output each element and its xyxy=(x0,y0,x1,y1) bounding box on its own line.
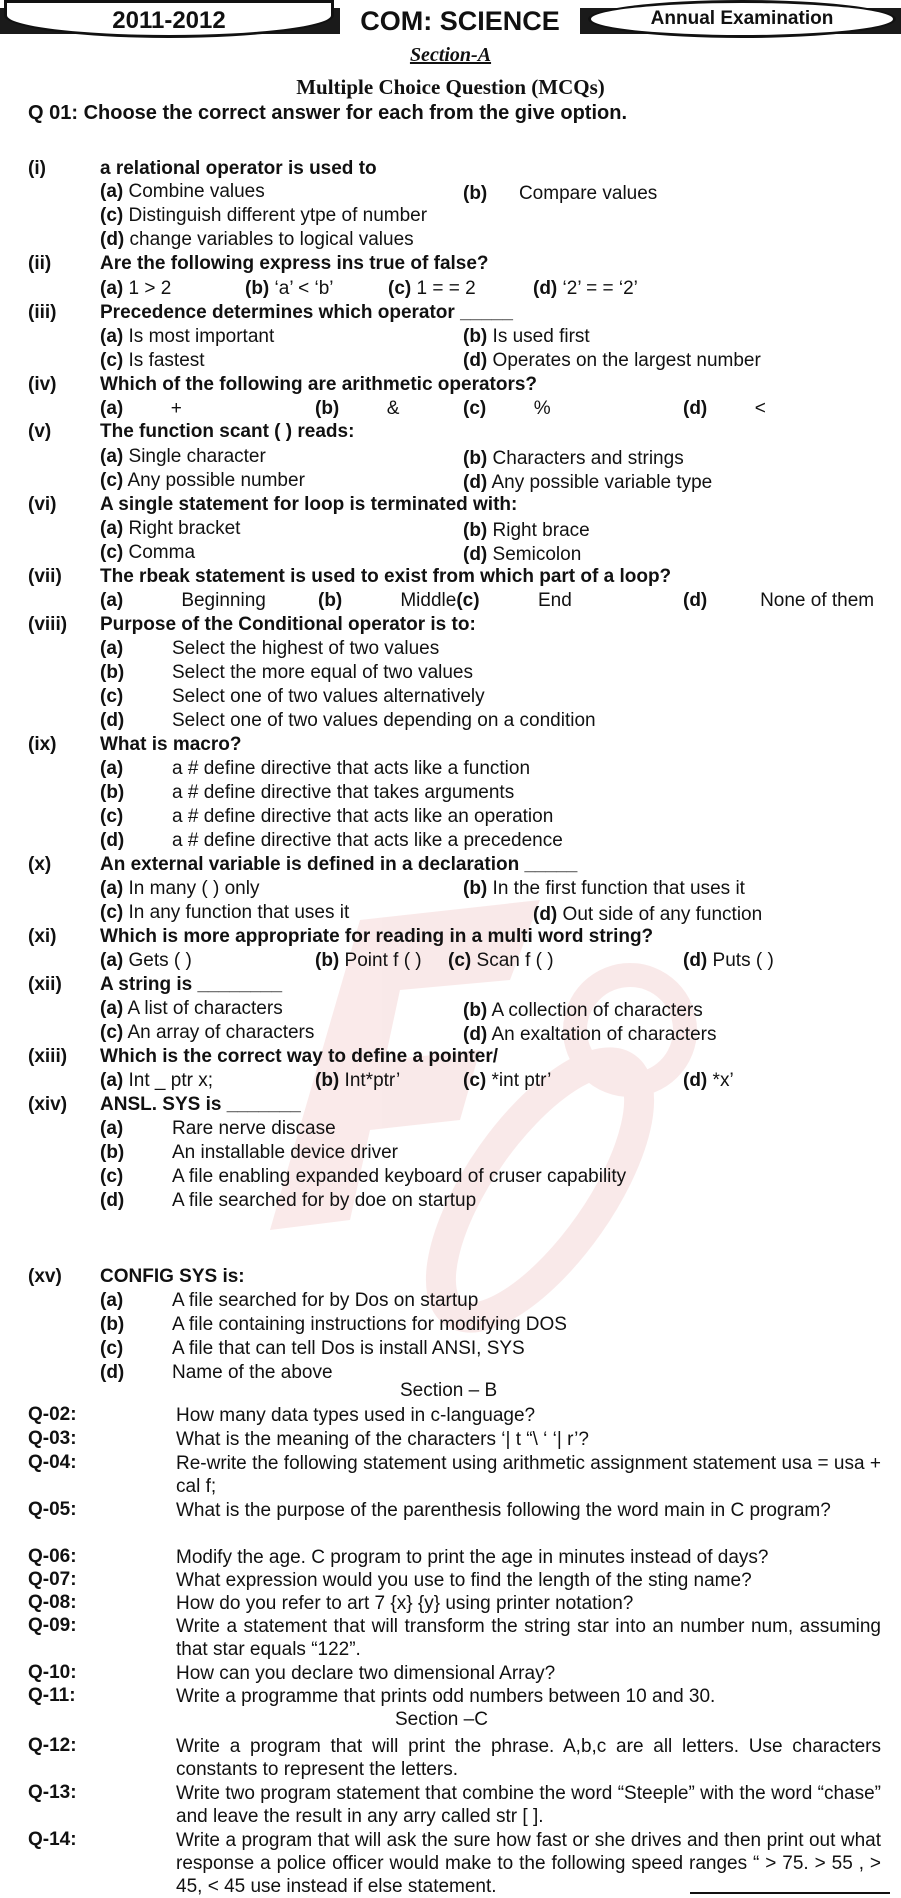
option-text: An installable device driver xyxy=(172,1142,399,1163)
question-number: Q-09: xyxy=(28,1615,77,1636)
option-label: (a) xyxy=(100,1118,124,1139)
mcq-option: (d) None of them xyxy=(683,590,875,611)
mcq-number: (xi) xyxy=(28,926,57,947)
mcq-option: (b) In the first function that uses it xyxy=(463,878,745,899)
mcq-option: (a) Single character xyxy=(100,446,266,467)
question-text: What is the meaning of the characters ‘| t “\ ‘ ‘| r’? xyxy=(176,1429,589,1450)
mcq-question: ANSL. SYS is _______ xyxy=(100,1094,301,1115)
option-text: Select the highest of two values xyxy=(172,638,440,659)
question-number: Q-02: xyxy=(28,1404,77,1425)
mcq-option: (d) Any possible variable type xyxy=(463,472,713,493)
mcq-option: (b) A collection of characters xyxy=(463,1000,703,1021)
mcq-question: A single statement for loop is terminated with: xyxy=(100,494,518,515)
mcq-option: (a) Combine values xyxy=(100,181,265,202)
mcq-number: (xii) xyxy=(28,974,62,995)
mcq-option: (a) A list of characters xyxy=(100,998,283,1019)
mcq-option: (a) Beginning xyxy=(100,590,266,611)
mcq-option: (b) Is used first xyxy=(463,326,590,347)
mcq-option: (c) Any possible number xyxy=(100,470,305,491)
option-label: (b) xyxy=(100,1314,125,1335)
mcq-option: (a) In many ( ) only xyxy=(100,878,260,899)
question-text: Write a programme that prints odd numbers between 10 and 30. xyxy=(176,1686,716,1707)
mcq-option: (a) Gets ( ) xyxy=(100,950,192,971)
question-text: What is the purpose of the parenthesis following the word main in C program? xyxy=(176,1500,831,1521)
mcq-question: Purpose of the Conditional operator is to: xyxy=(100,614,476,635)
mcq-number: (viii) xyxy=(28,614,68,635)
option-text: A file containing instructions for modifying DOS xyxy=(172,1314,567,1335)
option-text: a # define directive that takes arguments xyxy=(172,782,515,803)
question-text: How can you declare two dimensional Array? xyxy=(176,1663,556,1684)
mcq-option: (a) Is most important xyxy=(100,326,275,347)
option-text: Select the more equal of two values xyxy=(172,662,474,683)
mcq-question: Precedence determines which operator _____ xyxy=(100,302,513,323)
option-label: (d) xyxy=(100,1362,125,1383)
header xyxy=(0,0,901,44)
question-text: How many data types used in c-language? xyxy=(176,1405,536,1426)
option-label: (d) xyxy=(100,830,125,851)
option-text: a # define directive that acts like a precedence xyxy=(172,830,563,851)
question-number: Q-07: xyxy=(28,1569,77,1590)
question-number: Q-03: xyxy=(28,1428,77,1449)
mcq-number: (v) xyxy=(28,421,52,442)
mcq-question: What is macro? xyxy=(100,734,242,755)
subject-title: COM: SCIENCE xyxy=(340,0,580,40)
question-text: Write a statement that will transform the string star into an number num, assuming that star equals “122”. xyxy=(176,1616,881,1660)
mcq-number: (xiv) xyxy=(28,1094,68,1115)
mcq-option: (d) change variables to logical values xyxy=(100,229,414,250)
mcq-option: (c) Distinguish different ytpe of number xyxy=(100,205,428,226)
option-label: (c) xyxy=(100,806,124,827)
question-number: Q-05: xyxy=(28,1499,77,1520)
option-label: (b) xyxy=(100,662,125,683)
question-text: How do you refer to art 7 {x} {y} using printer notation? xyxy=(176,1593,634,1614)
mcq-number: (ii) xyxy=(28,253,52,274)
mcq-question: The function scant ( ) reads: xyxy=(100,421,355,442)
option-label: (d) xyxy=(100,710,125,731)
section-b-title: Section – B xyxy=(400,1380,498,1401)
option-text: a # define directive that acts like an operation xyxy=(172,806,554,827)
q01-instruction: Q 01: Choose the correct answer for each from the give option. xyxy=(28,102,628,124)
option-text: a # define directive that acts like a function xyxy=(172,758,531,779)
mcq-option: (c) Scan f ( ) xyxy=(448,950,554,971)
question-text: Modify the age. C program to print the age in minutes instead of days? xyxy=(176,1547,769,1568)
mcq-option: (d) Semicolon xyxy=(463,544,582,565)
option-text: Select one of two values alternatively xyxy=(172,686,485,707)
mcq-option: (c) Is fastest xyxy=(100,350,205,371)
question-number: Q-14: xyxy=(28,1829,77,1850)
option-label: (c) xyxy=(100,1338,124,1359)
question-text: Re-write the following statement using arithmetic assignment statement usa = usa + cal f; xyxy=(176,1453,881,1497)
mcq-option: (b) Characters and strings xyxy=(463,448,684,469)
mcq-question: CONFIG SYS is: xyxy=(100,1266,245,1287)
mcq-option: (d) An exaltation of characters xyxy=(463,1024,717,1045)
question-text: Write a program that will ask the sure how fast or she drives and then print out what response a police officer would make to the following speed ranges “ > 75. > 55 , > 45, < 45 use instead if else statement. xyxy=(176,1830,881,1897)
option-text: Select one of two values depending on a condition xyxy=(172,710,596,731)
mcq-option: (a) 1 > 2 xyxy=(100,278,172,299)
question-number: Q-10: xyxy=(28,1662,77,1683)
mcq-option: (b) ‘a’ < ‘b’ xyxy=(245,278,334,299)
option-text: A file enabling expanded keyboard of cruser capability xyxy=(172,1166,627,1187)
mcq-number: (xiii) xyxy=(28,1046,68,1067)
option-text: Name of the above xyxy=(172,1362,333,1383)
option-label: (b) xyxy=(100,1142,125,1163)
mcq-option: (b) Point f ( ) xyxy=(315,950,422,971)
mcq-title: Multiple Choice Question (MCQs) xyxy=(296,75,605,99)
mcq-option: (d) Puts ( ) xyxy=(683,950,774,971)
question-number: Q-08: xyxy=(28,1592,77,1613)
mcq-number: (ix) xyxy=(28,734,57,755)
option-label: (d) xyxy=(100,1190,125,1211)
mcq-number: (vi) xyxy=(28,494,57,515)
mcq-number: (i) xyxy=(28,158,46,179)
option-text: A file that can tell Dos is install ANSI, SYS xyxy=(172,1338,525,1359)
mcq-number: (vii) xyxy=(28,566,62,587)
option-text: A file searched for by Dos on startup xyxy=(172,1290,479,1311)
question-text: Write a program that will print the phrase. A,b,c are all letters. Use characters constants to represent the letters. xyxy=(176,1736,881,1780)
mcq-number: (x) xyxy=(28,854,52,875)
mcq-question: The rbeak statement is used to exist from which part of a loop? xyxy=(100,566,672,587)
mcq-option: (b) Right brace xyxy=(463,520,590,541)
mcq-option: (c) Comma xyxy=(100,542,196,563)
mcq-number: (iii) xyxy=(28,302,57,323)
mcq-question: A string is ________ xyxy=(100,974,283,995)
bottom-rule xyxy=(690,1892,890,1894)
question-text: Write two program statement that combine the word “Steeple” with the word “chase” and leave the result in any arry called str [ ]. xyxy=(176,1783,881,1827)
mcq-question: Which is more appropriate for reading in a multi word string? xyxy=(100,926,654,947)
option-label: (a) xyxy=(100,638,124,659)
mcq-option: (b) Int*ptr’ xyxy=(315,1070,401,1091)
mcq-option: (d) *x’ xyxy=(683,1070,734,1091)
question-number: Q-12: xyxy=(28,1735,77,1756)
option-label: (c) xyxy=(100,1166,124,1187)
mcq-option: (c) An array of characters xyxy=(100,1022,315,1043)
section-c-title: Section –C xyxy=(395,1709,488,1730)
mcq-question: Which is the correct way to define a pointer/ xyxy=(100,1046,499,1067)
mcq-option: End xyxy=(538,590,572,611)
question-number: Q-13: xyxy=(28,1782,77,1803)
mcq-option: (d) Operates on the largest number xyxy=(463,350,761,371)
mcq-question: a relational operator is used to xyxy=(100,158,377,179)
option-label: (a) xyxy=(100,1290,124,1311)
mcq-option: (a) Right bracket xyxy=(100,518,241,539)
question-text: What expression would you use to find the length of the sting name? xyxy=(176,1570,752,1591)
option-label: (c) xyxy=(100,686,124,707)
question-number: Q-11: xyxy=(28,1685,76,1706)
mcq-option: (b) & xyxy=(315,398,400,419)
mcq-option: (b) Compare values xyxy=(463,183,658,204)
option-label: (b) xyxy=(100,782,125,803)
question-number: Q-04: xyxy=(28,1452,77,1473)
mcq-question: Which of the following are arithmetic operators? xyxy=(100,374,538,395)
option-label: (a) xyxy=(100,758,124,779)
mcq-number: (xv) xyxy=(28,1266,62,1287)
section-a-title: Section-A xyxy=(409,44,492,66)
mcq-option: (c) In any function that uses it xyxy=(100,902,350,923)
question-number: Q-06: xyxy=(28,1546,77,1567)
exam-badge: Annual Examination xyxy=(588,0,896,38)
mcq-option: (c) *int ptr’ xyxy=(463,1070,552,1091)
option-text: Rare nerve discase xyxy=(172,1118,336,1139)
option-text: A file searched for by doe on startup xyxy=(172,1190,477,1211)
mcq-question: Are the following express ins true of false? xyxy=(100,253,489,274)
mcq-option: (d) < xyxy=(683,398,766,419)
mcq-option: (c) % xyxy=(463,398,551,419)
mcq-question: An external variable is defined in a declaration _____ xyxy=(100,854,578,875)
mcq-option: (d) ‘2’ = = ‘2’ xyxy=(533,278,638,299)
mcq-option: (b) Middle(c) xyxy=(318,590,480,611)
mcq-option: (a) + xyxy=(100,398,182,419)
mcq-number: (iv) xyxy=(28,374,57,395)
mcq-option: (a) Int _ ptr x; xyxy=(100,1070,213,1091)
mcq-option: (c) 1 = = 2 xyxy=(388,278,476,299)
year-badge: 2011-2012 xyxy=(4,0,334,38)
mcq-option: (d) Out side of any function xyxy=(533,904,763,925)
